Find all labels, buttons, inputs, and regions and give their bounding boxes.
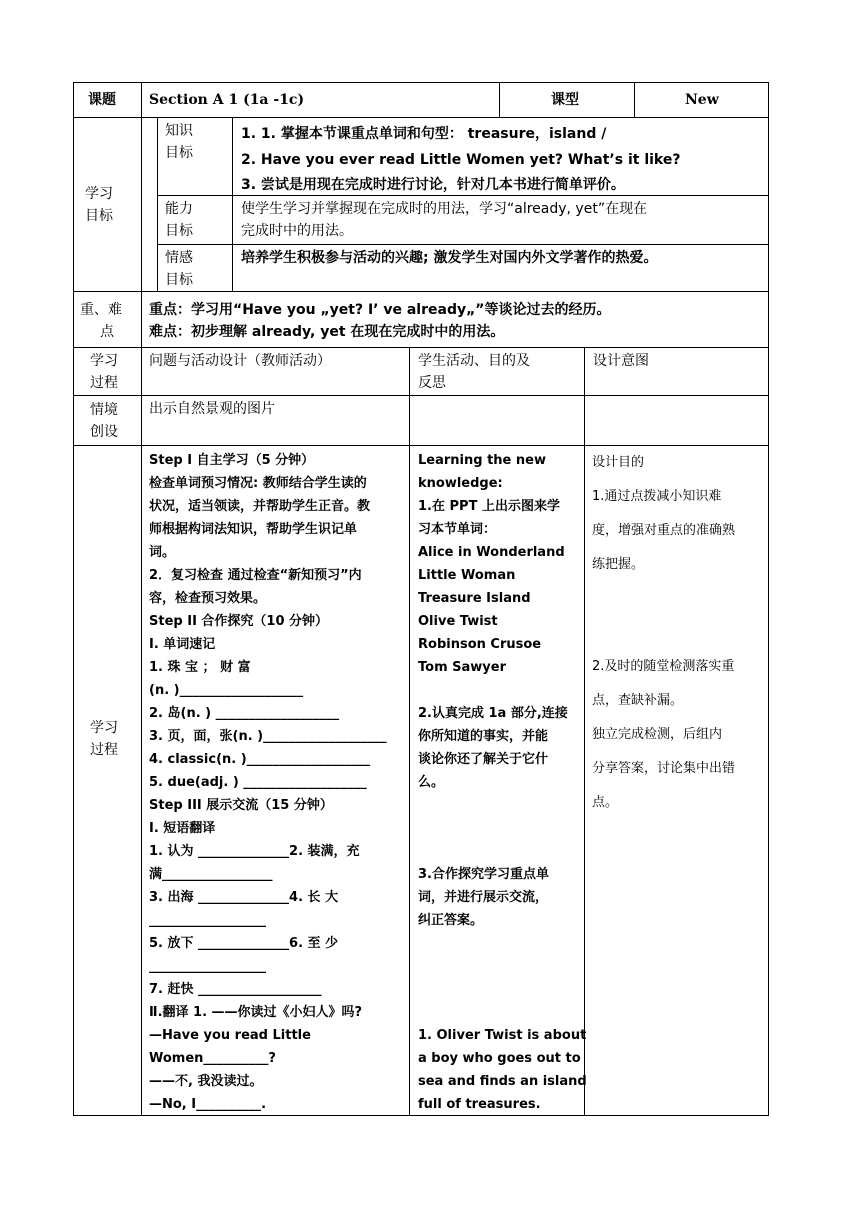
- list-item: 2．复习检查 通过检查“新知预习”内: [149, 568, 362, 583]
- design-intent-heading: 设计意图: [593, 353, 649, 369]
- list-item: Treasure Island: [418, 591, 531, 606]
- list-item: —No, I__________.: [149, 1097, 267, 1112]
- list-item: 1. 认为 ______________2. 装满，充: [149, 844, 360, 859]
- list-item: (n. )___________________: [149, 683, 304, 698]
- process-label: 过程: [90, 742, 118, 758]
- list-item: Women__________?: [149, 1051, 276, 1066]
- list-item: 师根据构词法知识，帮助学生识记单: [149, 522, 358, 537]
- lesson-type-label: 课型: [551, 92, 579, 108]
- list-item: 2.认真完成 1a 部分,连接: [418, 706, 568, 721]
- knowledge-label: 目标: [165, 145, 193, 161]
- key-point-text: 重点：学习用“Have you „yet? I’ ve already„”等谈论过去的经历。: [149, 302, 611, 318]
- list-item: 7. 赶快 ___________________: [149, 982, 322, 997]
- list-item: Tom Sawyer: [418, 660, 506, 675]
- rule: [73, 291, 769, 292]
- rule: [73, 395, 769, 396]
- rule: [73, 82, 769, 83]
- key-points-label: 点: [100, 324, 114, 340]
- list-item: 设计目的: [592, 455, 645, 470]
- list-item: Robinson Crusoe: [418, 637, 542, 652]
- rule: [73, 82, 74, 1115]
- knowledge-item: 3. 尝试是用现在完成时进行讨论，针对几本书进行简单评价。: [241, 177, 625, 193]
- list-item: Ⅰ. 单词速记: [149, 637, 216, 652]
- list-item: —Have you read Little: [149, 1028, 311, 1043]
- list-item: 3. 出海 ______________4. 长 大: [149, 890, 339, 905]
- list-item: 3.合作探究学习重点单: [418, 867, 549, 882]
- rule: [157, 195, 769, 196]
- student-activity-heading: 反思: [418, 375, 446, 391]
- list-item: __________________: [149, 959, 266, 974]
- list-item: 点，查缺补漏。: [592, 693, 684, 708]
- list-item: 状况，适当领读，并帮助学生正音。教: [149, 499, 371, 514]
- list-item: 分享答案，讨论集中出错: [592, 761, 736, 776]
- list-item: 1.在 PPT 上出示图来学: [418, 499, 560, 514]
- list-item: ——不, 我没读过。: [149, 1074, 263, 1089]
- rule: [409, 347, 410, 1115]
- emotion-label: 情感: [165, 250, 193, 266]
- list-item: full of treasures.: [418, 1097, 541, 1112]
- process-label: 学习: [90, 720, 118, 736]
- list-item: a boy who goes out to: [418, 1051, 581, 1066]
- rule: [141, 82, 142, 1115]
- rule: [634, 82, 635, 117]
- situation-label: 情境: [90, 402, 118, 418]
- list-item: 检查单词预习情况: 教师结合学生读的: [149, 476, 367, 491]
- rule: [157, 117, 158, 291]
- list-item: 度，增强对重点的准确熟: [592, 523, 736, 538]
- list-item: 独立完成检测，后组内: [592, 727, 723, 742]
- topic-label: 课题: [88, 92, 116, 108]
- list-item: 5. 放下 ______________6. 至 少: [149, 936, 339, 951]
- knowledge-item: 1. 1. 掌握本节课重点单词和句型： treasure，island /: [241, 126, 607, 142]
- list-item: 点。: [592, 795, 619, 810]
- list-item: 词。: [149, 545, 176, 560]
- list-item: 谈论你还了解关于它什: [418, 752, 549, 767]
- rule: [584, 347, 585, 1115]
- list-item: Alice in Wonderland: [418, 545, 565, 560]
- topic-value: Section A 1 (1a -1c): [149, 92, 305, 108]
- knowledge-item: 2. Have you ever read Little Women yet? What’s it like?: [241, 152, 681, 168]
- list-item: Learning the new: [418, 453, 546, 468]
- list-item: 2. 岛(n. ) ___________________: [149, 706, 340, 721]
- list-item: __________________: [149, 913, 266, 928]
- list-item: Olive Twist: [418, 614, 498, 629]
- difficult-point-text: 难点：初步理解 already, yet 在现在完成时中的用法。: [149, 324, 505, 340]
- process-header-label: 学习: [90, 353, 118, 369]
- list-item: Step II 合作探究（10 分钟）: [149, 614, 329, 629]
- situation-text: 出示自然景观的图片: [149, 401, 275, 417]
- key-points-label: 重、难: [80, 302, 122, 318]
- list-item: 习本节单词：: [418, 522, 497, 537]
- knowledge-label: 知识: [165, 123, 193, 139]
- list-item: 满_________________: [149, 867, 273, 882]
- list-item: 你所知道的事实，并能: [418, 729, 549, 744]
- rule: [499, 82, 500, 117]
- list-item: Ⅱ.翻译 1. ——你读过《小妇人》吗?: [149, 1005, 363, 1020]
- situation-label: 创设: [90, 424, 118, 440]
- list-item: 词，并进行展示交流，: [418, 890, 549, 905]
- student-activity-heading: 学生活动、目的及: [418, 353, 530, 369]
- rule: [157, 244, 769, 245]
- list-item: 1.通过点拨减小知识难: [592, 489, 722, 504]
- list-item: knowledge:: [418, 476, 503, 491]
- list-item: 5. due(adj. ) ___________________: [149, 775, 367, 790]
- objectives-label: 目标: [85, 208, 113, 224]
- list-item: Little Woman: [418, 568, 516, 583]
- objectives-label: 学习: [85, 186, 113, 202]
- ability-label: 目标: [165, 223, 193, 239]
- list-item: 练把握。: [592, 557, 645, 572]
- process-header-label: 过程: [90, 375, 118, 391]
- list-item: 容，检查预习效果。: [149, 591, 267, 606]
- list-item: 3. 页，面，张(n. )___________________: [149, 729, 387, 744]
- rule: [73, 347, 769, 348]
- list-item: Step I 自主学习（5 分钟）: [149, 453, 315, 468]
- list-item: 纠正答案。: [418, 913, 484, 928]
- ability-text: 使学生学习并掌握现在完成时的用法，学习“already, yet”在现在: [241, 201, 648, 217]
- list-item: 2.及时的随堂检测落实重: [592, 659, 735, 674]
- list-item: Ⅰ. 短语翻译: [149, 821, 216, 836]
- lesson-type-value: New: [685, 92, 719, 108]
- list-item: sea and finds an island: [418, 1074, 587, 1089]
- ability-label: 能力: [165, 201, 193, 217]
- list-item: 1. 珠 宝 ； 财 富: [149, 660, 251, 675]
- ability-text: 完成时中的用法。: [241, 223, 353, 239]
- rule: [73, 117, 769, 118]
- list-item: Step III 展示交流（15 分钟）: [149, 798, 333, 813]
- emotion-text: 培养学生积极参与活动的兴趣; 激发学生对国内外文学著作的热爱。: [241, 250, 658, 266]
- list-item: 4. classic(n. )___________________: [149, 752, 371, 767]
- rule: [768, 82, 769, 1115]
- list-item: 么。: [418, 775, 445, 790]
- emotion-label: 目标: [165, 272, 193, 288]
- rule: [232, 117, 233, 291]
- list-item: 1. Oliver Twist is about: [418, 1028, 587, 1043]
- rule: [73, 445, 769, 446]
- teacher-activity-heading: 问题与活动设计（教师活动）: [149, 353, 331, 369]
